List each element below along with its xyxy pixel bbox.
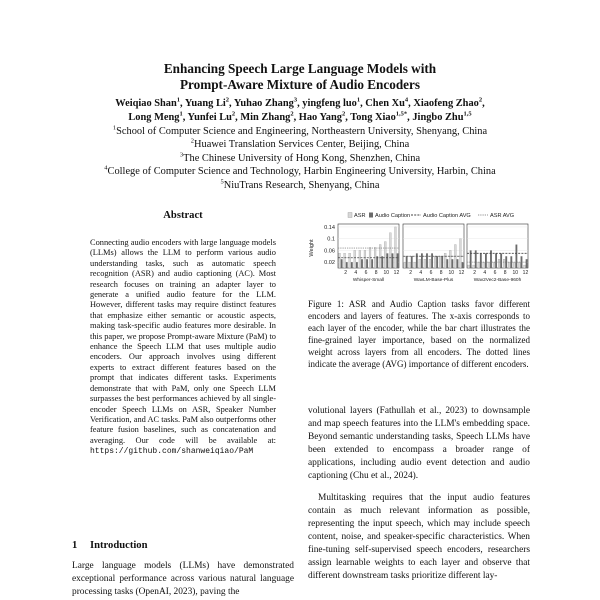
bar-asr [449,250,451,268]
bar-asr [468,265,470,268]
affiliation-text: Huawei Translation Services Center, Beijing, China [194,139,410,151]
x-tick-label: 6 [429,270,433,276]
bar-audio-caption [421,253,423,268]
author-affiliation-mark: 3 [293,96,298,104]
author-affiliation-mark: 2 [231,110,236,118]
bar-asr [419,259,421,268]
y-tick-label: 0.02 [324,260,335,267]
x-tick-label: 2 [344,270,348,276]
x-tick-label: 12 [393,270,400,276]
x-tick-label: 10 [512,270,519,276]
bar-audio-caption [436,256,438,268]
author-affiliation-mark: 2 [478,96,483,104]
legend-label-caption: Audio Caption [375,213,411,219]
bar-audio-caption [366,259,368,268]
affiliation-item [0,152,600,165]
bar-audio-caption [441,256,443,268]
bar-asr [513,262,515,268]
bar-asr [404,262,406,268]
bar-audio-caption [371,259,373,268]
bar-audio-caption [446,259,448,268]
x-tick-label: 10 [383,270,390,276]
bar-asr [364,250,366,268]
affiliation-mark: 4 [104,164,108,172]
author-name: yingfeng luo [302,98,357,109]
affiliation-mark: 5 [220,178,224,186]
x-tick-label: 12 [522,270,529,276]
title-line-2: Prompt-Aware Mixture of Audio Encoders [179,77,421,92]
abstract-heading: Abstract [163,210,203,221]
affiliation-mark: 1 [112,124,117,132]
bar-audio-caption [416,253,418,268]
bar-asr [354,250,356,268]
bar-asr [389,233,391,268]
paragraph-1: volutional layers (Fathullah et al., 2023) to downsample and map speech features into the LLM's embedding space. Beyond semantic understanding tasks, Speech LLMs have been extended to encompass a broader range of applications, including audio event detection and audio captioning (Chu et al., 2024). [308,406,530,481]
bar-asr [503,259,505,268]
section-title: Introduction [90,540,148,551]
author-name: Tong Xiao [350,112,396,123]
bar-audio-caption [462,262,464,268]
bar-asr [493,262,495,268]
bar-audio-caption [485,253,487,268]
x-tick-label: 2 [473,270,477,276]
bar-audio-caption [480,253,482,268]
bar-audio-caption [351,262,353,268]
author-name: Yunfei Lu [187,112,232,123]
x-tick-label: 4 [419,270,423,276]
author-name: Weiqiao Shan [115,98,177,109]
panel-encoder-name: WavLM-Base-Plus [413,278,454,283]
section-number: 1 [72,540,78,551]
bar-asr [434,256,436,268]
author-name: Long Meng [128,112,180,123]
bar-asr [478,262,480,268]
legend-label-asr: ASR [354,213,366,219]
x-tick-label: 2 [409,270,413,276]
bar-audio-caption [392,253,394,268]
bar-asr [429,259,431,268]
author-name: Min Zhang [240,112,291,123]
bar-audio-caption [451,259,453,268]
affiliation-mark: 2 [190,137,195,145]
bar-audio-caption [515,245,517,268]
author-name: Chen Xu [365,98,405,109]
bar-audio-caption [361,259,363,268]
y-axis-label: Weight [309,239,315,257]
bar-audio-caption [526,259,528,268]
x-tick-label: 4 [483,270,487,276]
author-name: Yuang Li [184,98,226,109]
paragraph-2: Multitasking requires that the input audio features contain as much relevant information as possible, representing the input speech, which may include speech content, noise, and speaker-specific characteristics. When fine-tuning self-supervised speech encoders, researchers assign learnable weights to each layer and observe that different downstream tasks prioritize different lay- [308,493,530,581]
bar-asr [339,253,341,268]
x-tick-label: 4 [354,270,358,276]
author-affiliation-mark: 1 [356,96,361,104]
abstract-body [90,238,276,458]
paper-title [0,61,600,93]
y-tick-label: 0.1 [327,236,335,243]
affiliation-text: School of Computer Science and Engineering, Northeastern University, Shenyang, China [116,126,488,137]
bar-asr [395,227,397,268]
affiliation-item [0,165,600,178]
bar-asr [508,262,510,268]
x-tick-label: 10 [448,270,455,276]
author-name: Yuhao Zhang [233,98,294,109]
bar-asr [483,262,485,268]
author-name: Hao Yang [298,112,342,123]
bar-audio-caption [386,253,388,268]
affiliation-text: College of Computer Science and Technology, Harbin Engineering University, Harbin, China [107,166,496,178]
code-link[interactable]: https://github.com/shanweiqiao/PaM [90,447,254,457]
author-list [0,97,600,125]
x-tick-label: 6 [364,270,368,276]
author-name: Jingbo Zhu [412,112,464,123]
author-name: Xiaofeng Zhao [413,98,479,109]
figure-1-chart [308,210,530,290]
author-affiliation-mark: 1 [176,96,181,104]
figure-1-caption: Figure 1: ASR and Audio Caption tasks favor different encoders and layers of features. The x-axis corresponds to each layer of the encoder, while the bar chart illustrates the fine-grained layer importance, based on the normalized weight across layers from all encoders. The dotted lines indicate the average (AVG) importance of different encoders. [308,299,530,369]
bar-asr [444,253,446,268]
authors-line-2: Long Meng$^1$, Yunfei Lu$^2$, Min Zhang$^2$, Hao Yang$^2$, Tong Xiao$^{1,5*}$, Jingbo Zhu$^{1,5}$ [128,110,472,123]
bar-audio-caption [346,262,348,268]
bar-asr [414,262,416,268]
bar-audio-caption [406,256,408,268]
section-heading-introduction [72,540,148,551]
bar-asr [488,262,490,268]
author-affiliation-mark: 1 [179,110,183,118]
author-affiliation-mark: 1,5 [463,110,472,118]
panel-encoder-name: Wav2Vec2-Base-960h [473,278,522,283]
x-tick-label: 8 [503,270,507,276]
x-tick-label: 12 [458,270,465,276]
bar-asr [498,259,500,268]
author-affiliation-mark: 2 [290,110,294,118]
authors-line-1: Weiqiao Shan$^1$, Yuang Li$^2$, Yuhao Zhang$^3$, yingfeng luo$^1$, Chen Xu$^4$, Xiaofeng Zhao$^2$, [115,96,485,109]
panel-encoder-name: Whisper-Small [352,278,385,283]
bar-audio-caption [341,259,343,268]
bar-audio-caption [411,256,413,268]
y-tick-label: 0.06 [324,248,335,255]
legend-swatch-asr [348,213,352,218]
author-affiliation-mark: 2 [225,96,230,104]
bar-asr [384,242,386,268]
bar-asr [518,262,520,268]
legend-label-caption-avg: Audio Caption AVG [423,213,471,219]
bar-asr [349,253,351,268]
bar-asr [424,259,426,268]
bar-asr [439,256,441,268]
affiliation-mark: 3 [179,151,184,159]
bar-asr [524,265,526,268]
bar-asr [473,265,475,268]
bar-audio-caption [457,259,459,268]
bar-asr [460,239,462,268]
legend-label-asr-avg: ASR AVG [490,213,515,219]
bar-asr [409,262,411,268]
affiliation-list [0,125,600,192]
x-tick-label: 8 [374,270,378,276]
affiliation-item [0,179,600,192]
title-line-1: Enhancing Speech Large Language Models with [163,61,437,76]
legend-swatch-caption [369,213,373,218]
y-tick-label: 0.14 [324,224,335,231]
author-affiliation-mark: 1,5* [395,110,408,118]
affiliation-item [0,138,600,151]
introduction-text: Large language models (LLMs) have demonstrated exceptional performance across various natural language processing tasks (OpenAI, 2023), paving the [72,561,294,597]
bar-audio-caption [356,262,358,268]
right-column-text [308,405,530,592]
bar-asr [344,253,346,268]
abstract-text: Connecting audio encoders with large language models (LLMs) allows the LLM to perform various audio understanding tasks, such as automatic speech recognition (ASR) and audio captioning (AC). Most research focuses on training an adapter layer to generate a unified audio feature for the LLM. However, different tasks may require distinct features that emphasize either semantic or acoustic aspects, making task-specific audio features more desirable. In this paper, we propose Prompt-aware Mixture (PaM) to enhance the Speech LLM that uses multiple audio encoders. Our approach involves using different experts to extract different features based on the prompt that indicates different tasks. Experiments demonstrate that with PaM, only one Speech LLM surpasses the best performances achieved by all single-encoder Speech LLMs on ASR, Speaker Number Verification, and AC tasks. PaM also outperforms other feature fusion baselines, such as concatenation and averaging. Our code will be available at: [90,238,276,445]
bar-audio-caption [431,253,433,268]
affiliation-text: NiuTrans Research, Shenyang, China [223,179,380,191]
bar-audio-caption [426,253,428,268]
affiliation-text: The Chinese University of Hong Kong, Shenzhen, China [183,152,421,164]
x-tick-label: 8 [439,270,443,276]
x-tick-label: 6 [493,270,497,276]
bar-audio-caption [397,253,399,268]
affiliation-item [0,125,600,138]
bar-audio-caption [495,253,497,268]
bar-asr [359,250,361,268]
author-affiliation-mark: 2 [341,110,346,118]
author-affiliation-mark: 4 [404,96,409,104]
bar-audio-caption [500,253,502,268]
